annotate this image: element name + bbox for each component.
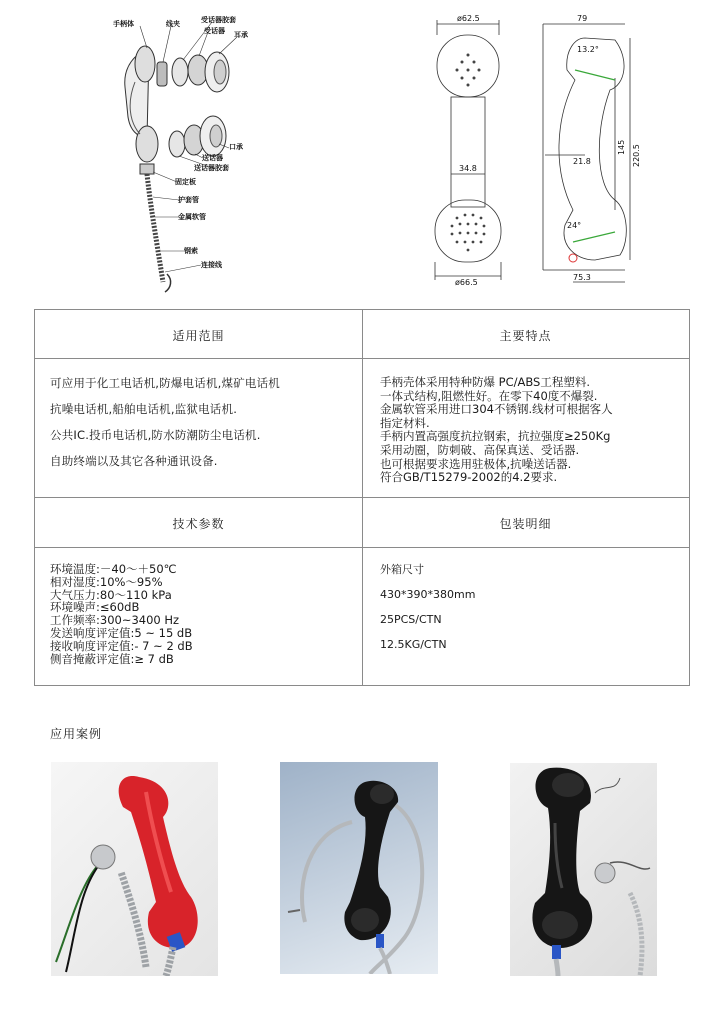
header-packing: 包装明细 [499,517,552,531]
label-connection-wire: 连接线 [201,261,222,269]
label-transmitter-sleeve: 送话器胶套 [194,164,229,172]
case-photo-black-handset-blue [280,762,438,974]
dim-top-angle: 13.2° [577,45,599,54]
feature-line: 也可根据要求选用驻极体,抗噪送话器. [380,456,572,471]
tech-param-line: 相对湿度:10%～95% [50,574,163,589]
features-list [380,376,613,485]
label-transmitter: 送话器 [202,154,223,162]
scope-line: 自助终端以及其它各种通讯设备. [50,454,218,468]
front-view-handle [451,97,485,207]
handset-earpiece-end [135,46,155,82]
packing-list [380,563,475,663]
scope-line: 公共IC.投币电话机,防水防潮防尘电话机. [50,428,261,442]
transmitter-sleeve-shape [169,131,185,157]
receiver-sleeve-shape [172,58,188,86]
front-view-bottom-cup [435,200,501,262]
dim-handle-width: 34.8 [459,164,477,173]
label-fixing-plate: 固定板 [175,178,196,186]
feature-line: 一体式结构,阻燃性好。在零下40度不爆裂. [380,388,598,403]
scope-line: 可应用于化工电话机,防爆电话机,煤矿电话机 [50,376,281,390]
packing-line: 430*390*380mm [380,588,476,601]
packing-line: 25PCS/CTN [380,613,442,626]
feature-line: 手柄内置高强度抗拉钢索，抗拉强度≥250Kg [380,429,611,444]
label-mouth-cap: 口承 [229,143,243,151]
dim-bottom-diameter: ø66.5 [455,278,478,287]
tech-param-line: 接收响度评定值:- 7 ~ 2 dB [50,638,193,653]
dimension-drawing [425,10,675,290]
packing-line: 12.5KG/CTN [380,638,447,651]
label-ear-cap: 耳承 [234,31,248,39]
case-photo-red-handset [51,762,218,976]
dim-bottom-angle: 24° [567,221,582,230]
header-scope: 适用范围 [172,329,225,343]
label-wire-clip: 线夹 [166,20,180,28]
wire-clip-shape [157,62,167,86]
label-sheath-tube: 护套管 [178,196,199,204]
feature-line: 指定材料. [380,415,430,430]
label-handle-body: 手柄体 [113,20,134,28]
label-metal-hose: 金属软管 [178,213,206,221]
front-view-top-cup [437,35,499,97]
exploded-view-diagram [95,12,345,302]
scope-list [50,377,280,481]
fixing-plate-shape [140,164,154,174]
dim-total-length: 220.5 [632,144,641,167]
dim-bottom-width: 75.3 [573,273,591,282]
tech-params-list [50,563,193,665]
tech-param-line: 工作频率:300~3400 Hz [50,613,180,628]
label-receiver: 受话器 [204,27,225,35]
label-receiver-sleeve: 受话器胶套 [201,16,236,24]
label-steel-cable: 钢索 [184,247,198,255]
dim-handle-depth: 21.8 [573,157,591,166]
handset-mouthpiece-end [136,126,158,162]
tech-param-line: 侧音掩蔽评定值:≥ 7 dB [50,651,174,666]
dim-inner-length: 145 [617,139,626,155]
packing-line: 外箱尺寸 [380,563,424,576]
tech-param-line: 大气压力:80～110 kPa [50,587,172,602]
dim-top-diameter: ø62.5 [457,14,480,23]
feature-line: 手柄壳体采用特种防爆 PC/ABS工程塑料. [380,375,591,389]
header-tech-params: 技术参数 [172,517,225,531]
cases-title: 应用案例 [50,727,103,741]
tech-param-line: 环境噪声:≤60dB [50,600,140,615]
case-photo-black-handset-hook [510,763,657,976]
feature-line: 采用动圈，防刺破、高保真送、受话器. [380,442,580,457]
tech-param-line: 发送响度评定值:5 ~ 15 dB [50,625,193,640]
tech-param-line: 环境温度:－40～＋50℃ [50,562,177,576]
spec-table [34,309,690,686]
header-features: 主要特点 [499,329,552,343]
feature-line: 符合GB/T15279-2002的4.2要求. [380,470,558,485]
scope-line: 抗噪电话机,船舶电话机,监狱电话机. [50,402,238,416]
metal-hose-shape [147,174,163,282]
feature-line: 金属软管采用进口304不锈钢.线材可根据客人 [380,402,613,417]
dim-side-width: 79 [577,14,588,23]
